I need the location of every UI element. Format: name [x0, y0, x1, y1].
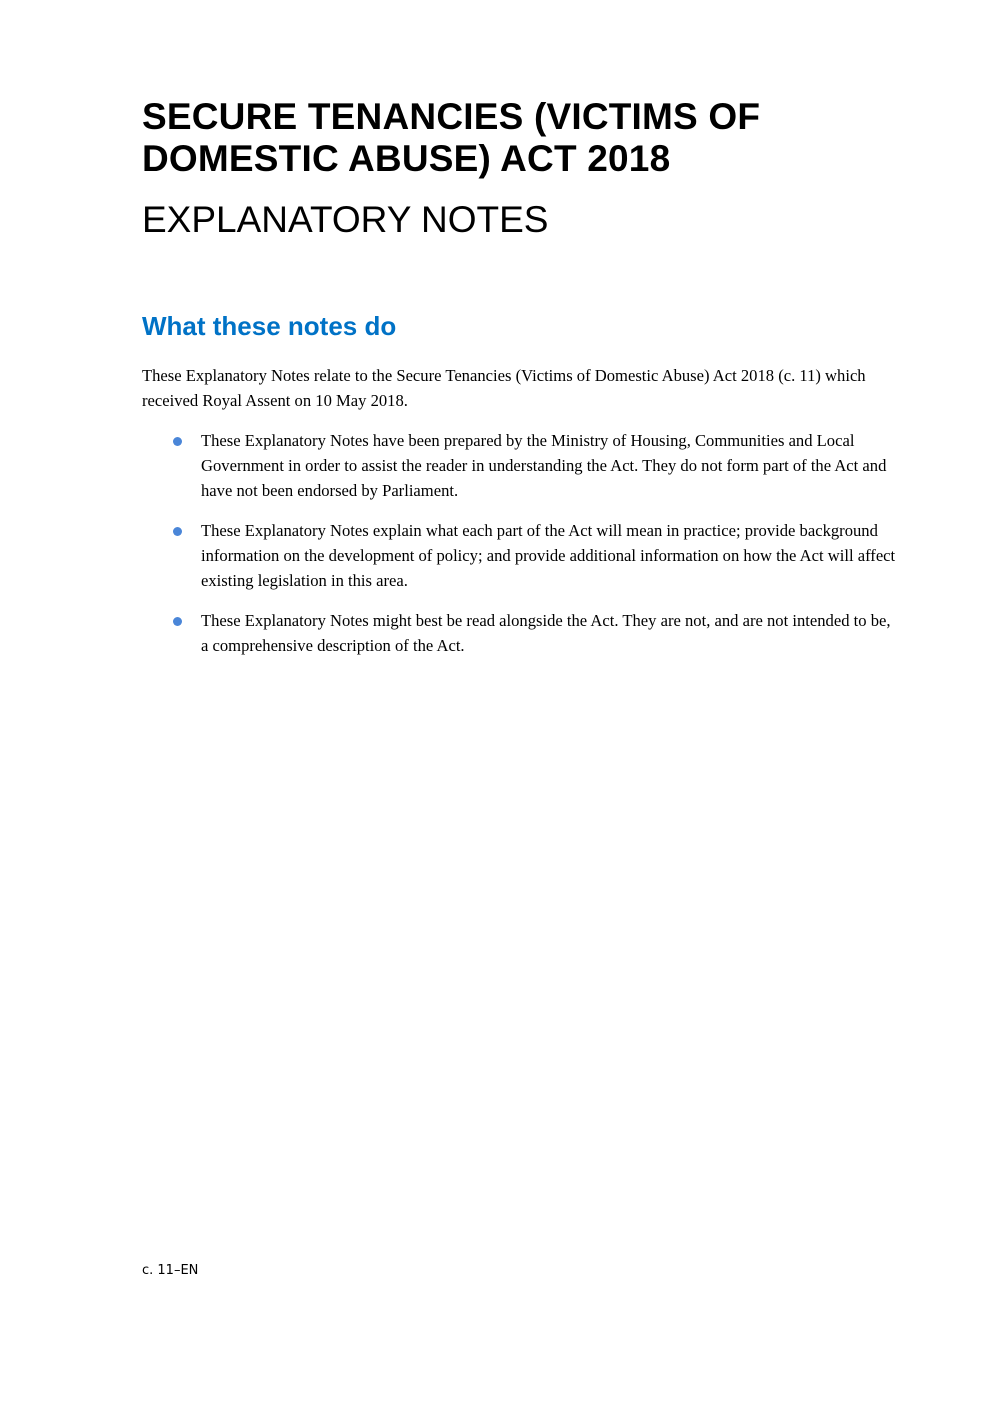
bullet-icon [173, 527, 182, 536]
bullet-icon [173, 437, 182, 446]
list-item [142, 608, 902, 658]
list-item [142, 428, 902, 503]
bullet-list [142, 428, 902, 673]
list-item [142, 518, 902, 593]
document-title: SECURE TENANCIES (VICTIMS OF DOMESTIC ABUSE) ACT 2018 [142, 96, 761, 179]
bullet-text: These Explanatory Notes have been prepared by the Ministry of Housing, Communities and Local Government in order to assist the reader in understanding the Act. They do not form part of the Act and have not been endorsed by Parliament. [201, 431, 887, 500]
document-subtitle: EXPLANATORY NOTES [142, 199, 549, 240]
bullet-text: These Explanatory Notes explain what each part of the Act will mean in practice; provide background information on the development of policy; and provide additional information on how the Act will affect existing legislation in this area. [201, 521, 896, 590]
bullet-text: These Explanatory Notes might best be read alongside the Act. They are not, and are not intended to be, a comprehensive description of the Act. [201, 611, 891, 655]
section-heading: What these notes do [142, 311, 397, 341]
intro-paragraph: These Explanatory Notes relate to the Secure Tenancies (Victims of Domestic Abuse) Act 2018 (c. 11) which received Royal Assent on 10 May 2018. [142, 366, 866, 410]
page-footer: c. 11–EN [142, 1263, 199, 1278]
bullet-icon [173, 617, 182, 626]
